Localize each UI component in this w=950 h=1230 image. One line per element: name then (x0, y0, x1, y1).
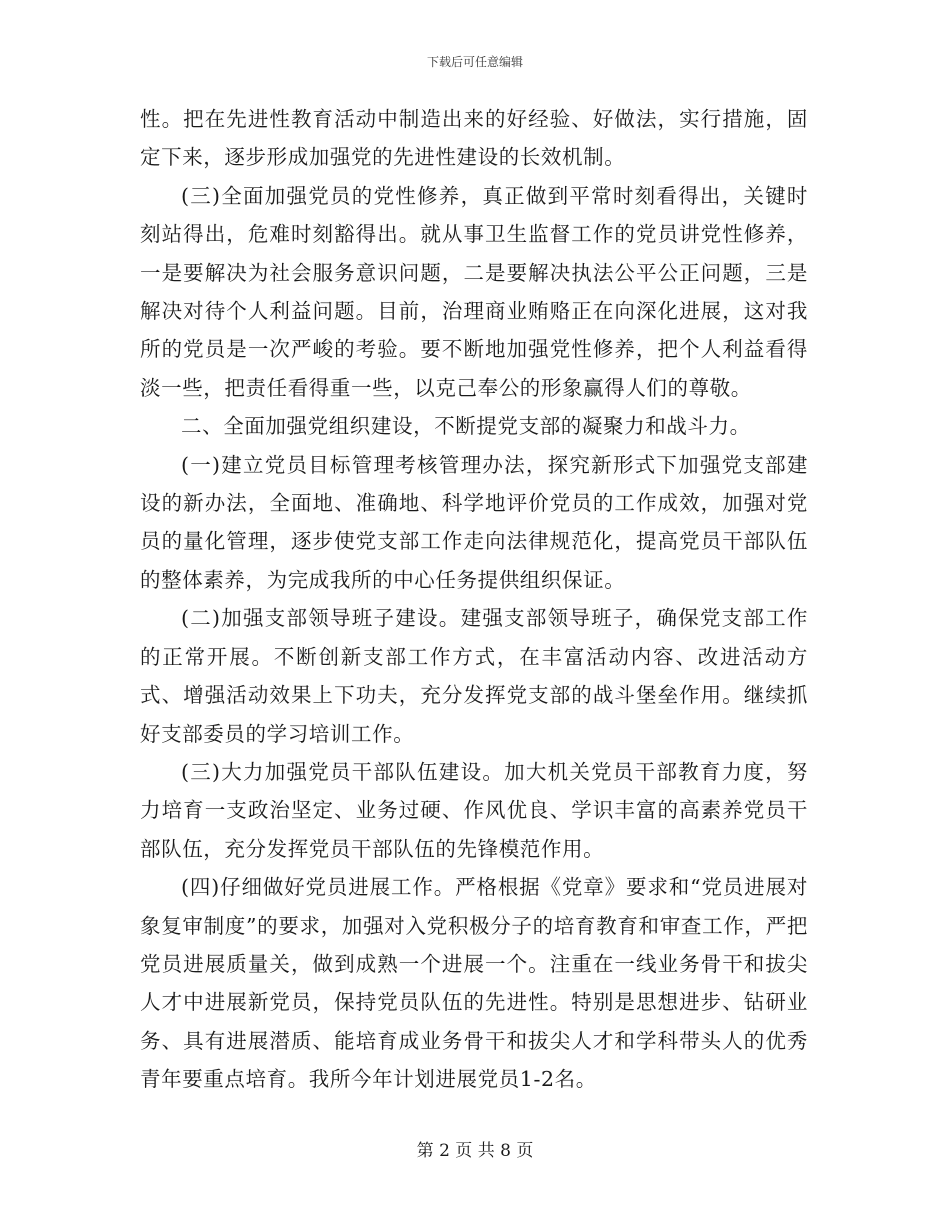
document-body (140, 100, 808, 1099)
paragraph-cadre-team: (三)大力加强党员干部队伍建设。加大机关党员干部教育力度，努力培育一支政治坚定、业务过硬、作风优良、学识丰富的高素养党员干部队伍，充分发挥党员干部队伍的先锋模范作用。 (140, 759, 808, 861)
paragraph-continuation: 性。把在先进性教育活动中制造出来的好经验、好做法，实行措施，固定下来，逐步形成加强党的先进性建设的长效机制。 (140, 107, 808, 170)
paragraph-leadership-team: (二)加强支部领导班子建设。建强支部领导班子，确保党支部工作的正常开展。不断创新支部工作方式，在丰富活动内容、改进活动方式、增强活动效果上下功夫，充分发挥党支部的战斗堡垒作用。继续抓好支部委员的学习培训工作。 (140, 606, 808, 746)
paragraph-target-management: (一)建立党员目标管理考核管理办法，探究新形式下加强党支部建设的新办法，全面地、准确地、科学地评价党员的工作成效，加强对党员的量化管理，逐步使党支部工作走向法律规范化，提高党员干部队伍的整体素养，为完成我所的中心任务提供组织保证。 (140, 452, 808, 592)
page-number-footer: 第 2 页 共 8 页 (416, 1141, 534, 1161)
section-heading-organization: 二、全面加强党组织建设，不断提党支部的凝聚力和战斗力。 (181, 414, 751, 439)
paragraph-party-cultivation: (三)全面加强党员的党性修养，真正做到平常时刻看得出，关键时刻站得出，危难时刻豁得出。就从事卫生监督工作的党员讲党性修养，一是要解决为社会服务意识问题，二是要解决执法公平公正问题，三是解决对待个人利益问题。目前，治理商业贿赂正在向深化进展，这对我所的党员是一次严峻的考验。要不断地加强党性修养，把个人利益看得淡一些，把责任看得重一些，以克己奉公的形象赢得人们的尊敬。 (140, 183, 808, 400)
page-header-note: 下载后可任意编辑 (426, 55, 523, 69)
paragraph-member-development: (四)仔细做好党员进展工作。严格根据《党章》要求和“党员进展对象复审制度”的要求，加强对入党积极分子的培育教育和审查工作，严把党员进展质量关，做到成熟一个进展一个。注重在一线业务骨干和拔尖人才中进展新党员，保持党员队伍的先进性。特别是思想进步、钻研业务、具有进展潜质、能培育成业务骨干和拔尖人才和学科带头人的优秀青年要重点培育。我所今年计划进展党员1-2名。 (140, 875, 808, 1092)
